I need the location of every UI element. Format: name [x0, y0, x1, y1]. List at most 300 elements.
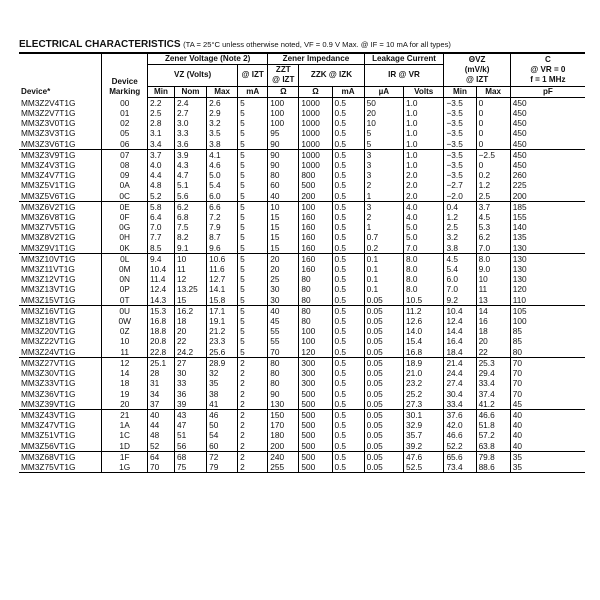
cell-zzk: 80 [299, 316, 332, 326]
cell-ir: 0.05 [364, 368, 403, 378]
cell-ir: 3 [364, 160, 403, 170]
cell-theta-min: 6.0 [444, 274, 476, 284]
cell-ir: 2 [364, 180, 403, 190]
cell-vz-nom: 10 [174, 253, 206, 264]
cell-vz-nom: 7.5 [174, 222, 206, 232]
cell-zzk: 100 [299, 201, 332, 212]
cell-vz-max: 60 [207, 441, 238, 452]
cell-marking: 0G [102, 222, 148, 232]
cell-ir: 1 [364, 191, 403, 202]
cell-theta-max: 16 [476, 316, 510, 326]
cell-zzk: 500 [299, 389, 332, 399]
table-row [19, 347, 585, 358]
cell-theta-max: 63.8 [476, 441, 510, 452]
cell-izt: 5 [238, 326, 268, 336]
cell-vz-min: 2.8 [148, 118, 175, 128]
cell-vz-min: 37 [148, 399, 175, 410]
cell-capacitance: 85 [510, 326, 585, 336]
table-row [19, 160, 585, 170]
cell-vz-min: 5.8 [148, 201, 175, 212]
cell-ir: 0.05 [364, 409, 403, 420]
cell-device: MM3Z2V7T1G [21, 108, 76, 119]
cell-zzt: 10 [268, 201, 299, 212]
table-row [19, 420, 585, 430]
table-row [19, 253, 585, 264]
cell-device: MM3Z7V5T1G [21, 222, 76, 233]
cell-vr: 39.2 [404, 441, 444, 452]
cell-capacitance: 450 [510, 128, 585, 138]
table-row [19, 118, 585, 128]
cell-vr: 12.6 [404, 316, 444, 326]
cell-izk: 0.5 [332, 451, 364, 462]
leakage-current-header: Leakage Current [364, 53, 444, 65]
cell-zzk: 160 [299, 243, 332, 254]
cell-vr: 5.0 [404, 232, 444, 242]
table-row [19, 441, 585, 452]
cell-capacitance: 35 [510, 462, 585, 473]
cell-izk: 0.5 [332, 305, 364, 316]
cell-izt: 5 [238, 284, 268, 294]
cell-theta-max: 41.2 [476, 399, 510, 410]
cell-marking: 0P [102, 284, 148, 294]
cell-izt: 5 [238, 347, 268, 358]
cell-capacitance: 140 [510, 222, 585, 232]
cell-vz-max: 14.1 [207, 284, 238, 294]
cell-izt: 5 [238, 191, 268, 202]
cell-izk: 0.5 [332, 409, 364, 420]
cell-device: MM3Z11VT1G [21, 264, 75, 275]
cell-izt: 2 [238, 462, 268, 473]
cell-theta-min: −3.5 [444, 139, 476, 150]
device-header: Device* [19, 53, 102, 97]
cell-capacitance: 70 [510, 368, 585, 378]
cell-vr: 7.0 [404, 243, 444, 254]
cell-capacitance: 450 [510, 108, 585, 118]
cell-marking: 20 [102, 399, 148, 410]
cell-vz-nom: 3.9 [174, 149, 206, 160]
table-row [19, 128, 585, 138]
izt-header: @ IZT [238, 65, 268, 86]
unit-volts: Volts [404, 86, 444, 97]
cell-capacitance: 70 [510, 357, 585, 368]
cell-capacitance: 450 [510, 160, 585, 170]
cell-device: MM3Z43VT1G [21, 409, 76, 420]
cell-theta-min: 3.8 [444, 243, 476, 254]
cell-vr: 1.0 [404, 97, 444, 108]
cell-izt: 5 [238, 274, 268, 284]
cell-theta-min: 52.2 [444, 441, 476, 452]
cell-izt: 5 [238, 128, 268, 138]
cell-zzt: 15 [268, 243, 299, 254]
cell-vz-nom: 56 [174, 441, 206, 452]
cell-izk: 0.5 [332, 399, 364, 410]
cell-theta-max: 8.0 [476, 253, 510, 264]
cell-ir: 0.05 [364, 357, 403, 368]
cell-vz-min: 4.0 [148, 160, 175, 170]
cell-theta-max: 22 [476, 347, 510, 358]
cell-vz-max: 28.9 [207, 357, 238, 368]
cell-theta-min: −3.5 [444, 108, 476, 118]
cell-marking: 08 [102, 160, 148, 170]
table-row [19, 368, 585, 378]
cell-izk: 0.5 [332, 326, 364, 336]
cell-vz-max: 7.9 [207, 222, 238, 232]
cell-izt: 5 [238, 108, 268, 118]
cell-theta-max: 5.3 [476, 222, 510, 232]
cell-vr: 2.0 [404, 180, 444, 190]
cell-izk: 0.5 [332, 274, 364, 284]
cell-vz-nom: 43 [174, 409, 206, 420]
cell-theta-min: 65.6 [444, 451, 476, 462]
cell-vz-max: 2.6 [207, 97, 238, 108]
cell-vr: 1.0 [404, 149, 444, 160]
cell-vr: 1.0 [404, 139, 444, 150]
cell-theta-max: 20 [476, 336, 510, 346]
cell-vr: 4.0 [404, 201, 444, 212]
cell-zzk: 1000 [299, 108, 332, 118]
cell-theta-min: −3.5 [444, 97, 476, 108]
cell-vz-min: 3.4 [148, 139, 175, 150]
cell-vz-min: 16.8 [148, 316, 175, 326]
cell-theta-min: −3.5 [444, 170, 476, 180]
cell-izk: 0.5 [332, 441, 364, 452]
cell-vz-nom: 15 [174, 295, 206, 306]
cell-vz-nom: 24.2 [174, 347, 206, 358]
table-row [19, 149, 585, 160]
cell-zzt: 15 [268, 212, 299, 222]
marking-header: Device Marking [102, 53, 148, 97]
cell-zzk: 1000 [299, 160, 332, 170]
cell-zzk: 1000 [299, 128, 332, 138]
cell-izt: 2 [238, 378, 268, 388]
cell-device: MM3Z27VT1G [21, 357, 76, 368]
cell-capacitance: 450 [510, 139, 585, 150]
cell-theta-min: 42.0 [444, 420, 476, 430]
theta-header: ΘVZ (mV/k) @ IZT [444, 53, 510, 86]
cell-izk: 0.5 [332, 264, 364, 274]
cell-capacitance: 40 [510, 441, 585, 452]
cell-zzt: 95 [268, 128, 299, 138]
cell-marking: 11 [102, 347, 148, 358]
cell-capacitance: 35 [510, 451, 585, 462]
cell-zzt: 20 [268, 253, 299, 264]
cell-device: MM3Z56VT1G [19, 441, 102, 452]
cell-izk: 0.5 [332, 284, 364, 294]
cell-vz-max: 12.7 [207, 274, 238, 284]
cell-device: MM3Z10VT1G [21, 253, 76, 264]
cell-izt: 5 [238, 232, 268, 242]
cell-vz-nom: 4.7 [174, 170, 206, 180]
cell-izk: 0.5 [332, 149, 364, 160]
table-row [19, 399, 585, 410]
cell-theta-max: 3.7 [476, 201, 510, 212]
cell-izt: 5 [238, 336, 268, 346]
cell-capacitance: 130 [510, 253, 585, 264]
cell-zzk: 500 [299, 462, 332, 473]
cell-vz-max: 9.6 [207, 243, 238, 254]
cell-capacitance: 45 [510, 399, 585, 410]
cell-ir: 0.1 [364, 274, 403, 284]
cell-vz-nom: 36 [174, 389, 206, 399]
table-row [19, 222, 585, 232]
cell-izk: 0.5 [332, 180, 364, 190]
cell-device: MM3Z3V9T1G [21, 149, 76, 160]
cell-theta-max: 37.4 [476, 389, 510, 399]
cell-vz-min: 70 [148, 462, 175, 473]
cell-vz-max: 3.8 [207, 139, 238, 150]
table-row [19, 97, 585, 108]
cell-vz-max: 3.5 [207, 128, 238, 138]
cell-vz-min: 2.2 [148, 97, 175, 108]
cell-vz-min: 31 [148, 378, 175, 388]
cell-theta-min: 18.4 [444, 347, 476, 358]
cell-ir: 0.2 [364, 243, 403, 254]
cell-zzt: 90 [268, 149, 299, 160]
title-main: ELECTRICAL CHARACTERISTICS [19, 39, 181, 50]
cell-vz-min: 64 [148, 451, 175, 462]
cell-vz-max: 2.9 [207, 108, 238, 118]
cell-zzk: 160 [299, 222, 332, 232]
cell-capacitance: 155 [510, 212, 585, 222]
cell-vr: 2.0 [404, 170, 444, 180]
cell-marking: 05 [102, 128, 148, 138]
cell-vz-nom: 9.1 [174, 243, 206, 254]
cell-theta-max: 10 [476, 274, 510, 284]
cell-zzt: 25 [268, 274, 299, 284]
cell-device: MM3Z9V1T1G [19, 243, 102, 254]
ir-vr-header: IR @ VR [364, 65, 444, 86]
cell-theta-max: 1.2 [476, 180, 510, 190]
title-conditions: (TA = 25°C unless otherwise noted, VF = 0.9 V Max. @ IF = 10 mA for all types) [183, 40, 451, 49]
cell-marking: 07 [102, 149, 148, 160]
cell-izt: 5 [238, 295, 268, 306]
cell-theta-min: 10.4 [444, 305, 476, 316]
table-row [19, 389, 585, 399]
cell-device: MM3Z12VT1G [21, 274, 76, 285]
cell-vz-max: 23.3 [207, 336, 238, 346]
cell-ir: 5 [364, 128, 403, 138]
capacitance-header: C @ VR = 0 f = 1 MHz [510, 53, 585, 86]
unit-theta-min: Min [444, 86, 476, 97]
cell-vz-nom: 22 [174, 336, 206, 346]
cell-vz-nom: 33 [174, 378, 206, 388]
cell-vz-min: 3.7 [148, 149, 175, 160]
cell-vz-min: 4.4 [148, 170, 175, 180]
cell-izt: 2 [238, 420, 268, 430]
cell-device: MM3Z22VT1G [21, 336, 76, 347]
cell-device: MM3Z30VT1G [21, 368, 76, 379]
cell-vz-max: 41 [207, 399, 238, 410]
cell-zzt: 40 [268, 191, 299, 202]
device-group [19, 409, 585, 451]
table-row [19, 430, 585, 440]
cell-vz-nom: 6.8 [174, 212, 206, 222]
cell-vz-max: 6.0 [207, 191, 238, 202]
unit-theta-max: Max [476, 86, 510, 97]
cell-zzt: 15 [268, 232, 299, 242]
cell-zzk: 1000 [299, 118, 332, 128]
cell-izk: 0.5 [332, 430, 364, 440]
cell-theta-min: 7.0 [444, 284, 476, 294]
cell-zzt: 70 [268, 347, 299, 358]
zener-impedance-header: Zener Impedance [268, 53, 364, 65]
cell-theta-min: −3.5 [444, 160, 476, 170]
cell-zzt: 55 [268, 326, 299, 336]
cell-marking: 0F [102, 212, 148, 222]
cell-theta-min: 5.4 [444, 264, 476, 274]
cell-device: MM3Z51VT1G [21, 430, 76, 441]
unit-ohm-zzt: Ω [268, 86, 299, 97]
cell-izt: 2 [238, 389, 268, 399]
unit-max: Max [207, 86, 238, 97]
cell-marking: 1A [102, 420, 148, 430]
cell-zzk: 100 [299, 336, 332, 346]
cell-vr: 1.0 [404, 128, 444, 138]
cell-marking: 0W [102, 316, 148, 326]
cell-vr: 8.0 [404, 284, 444, 294]
cell-izk: 0.5 [332, 368, 364, 378]
cell-theta-max: 46.6 [476, 409, 510, 420]
cell-ir: 0.05 [364, 430, 403, 440]
cell-vz-min: 28 [148, 368, 175, 378]
cell-vz-max: 7.2 [207, 212, 238, 222]
cell-theta-max: 57.2 [476, 430, 510, 440]
cell-ir: 0.05 [364, 451, 403, 462]
cell-vr: 47.6 [404, 451, 444, 462]
cell-vz-min: 2.5 [148, 108, 175, 118]
cell-theta-min: 12.4 [444, 316, 476, 326]
cell-vz-min: 4.8 [148, 180, 175, 190]
cell-device: MM3Z2V4T1G [21, 97, 76, 108]
cell-vz-max: 25.6 [207, 347, 238, 358]
cell-izk: 0.5 [332, 108, 364, 118]
cell-theta-max: 6.2 [476, 232, 510, 242]
cell-marking: 0M [102, 264, 148, 274]
cell-ir: 0.05 [364, 441, 403, 452]
cell-zzk: 800 [299, 170, 332, 180]
cell-zzk: 500 [299, 180, 332, 190]
cell-vz-max: 79 [207, 462, 238, 473]
cell-capacitance: 130 [510, 274, 585, 284]
cell-vz-min: 6.4 [148, 212, 175, 222]
cell-zzt: 100 [268, 108, 299, 118]
cell-vr: 27.3 [404, 399, 444, 410]
cell-zzt: 255 [268, 462, 299, 473]
cell-theta-max: 0.2 [476, 170, 510, 180]
cell-capacitance: 130 [510, 264, 585, 274]
cell-theta-min: 2.5 [444, 222, 476, 232]
cell-marking: 18 [102, 378, 148, 388]
cell-theta-max: 0 [476, 118, 510, 128]
cell-device: MM3Z4V7T1G [21, 170, 76, 181]
cell-capacitance: 185 [510, 201, 585, 212]
cell-vr: 11.2 [404, 305, 444, 316]
cell-vz-nom: 27 [174, 357, 206, 368]
cell-izk: 0.5 [332, 347, 364, 358]
cell-device: MM3Z33VT1G [21, 378, 76, 389]
cell-vz-max: 4.6 [207, 160, 238, 170]
cell-zzt: 55 [268, 336, 299, 346]
cell-capacitance: 260 [510, 170, 585, 180]
cell-vr: 30.1 [404, 409, 444, 420]
table-row [19, 201, 585, 212]
cell-vz-max: 19.1 [207, 316, 238, 326]
cell-theta-min: 46.6 [444, 430, 476, 440]
cell-marking: 1F [102, 451, 148, 462]
table-row [19, 191, 585, 202]
cell-theta-min: 21.4 [444, 357, 476, 368]
cell-ir: 5 [364, 139, 403, 150]
cell-zzk: 500 [299, 409, 332, 420]
zzt-header: ZZT @ IZT [268, 65, 299, 86]
cell-vz-min: 44 [148, 420, 175, 430]
cell-theta-max: 33.4 [476, 378, 510, 388]
cell-vz-nom: 16.2 [174, 305, 206, 316]
cell-marking: 1G [102, 462, 148, 473]
table-row [19, 232, 585, 242]
cell-zzt: 150 [268, 409, 299, 420]
cell-theta-max: 0 [476, 160, 510, 170]
cell-izk: 0.5 [332, 336, 364, 346]
cell-device: MM3Z39VT1G [19, 399, 102, 410]
cell-vz-max: 4.1 [207, 149, 238, 160]
cell-capacitance: 130 [510, 243, 585, 254]
table-row [19, 274, 585, 284]
cell-izt: 5 [238, 201, 268, 212]
cell-theta-min: 33.4 [444, 399, 476, 410]
cell-zzt: 45 [268, 316, 299, 326]
cell-vz-nom: 5.6 [174, 191, 206, 202]
cell-theta-max: 51.8 [476, 420, 510, 430]
cell-vz-nom: 68 [174, 451, 206, 462]
cell-vr: 15.4 [404, 336, 444, 346]
cell-device: MM3Z68VT1G [21, 451, 76, 462]
cell-device: MM3Z36VT1G [21, 388, 76, 399]
cell-theta-min: −2.7 [444, 180, 476, 190]
unit-pf: pF [510, 86, 585, 97]
cell-zzt: 80 [268, 378, 299, 388]
cell-izk: 0.5 [332, 118, 364, 128]
cell-ir: 0.05 [364, 316, 403, 326]
cell-theta-min: 24.4 [444, 368, 476, 378]
cell-marking: 10 [102, 336, 148, 346]
cell-zzk: 80 [299, 295, 332, 306]
cell-izt: 5 [238, 264, 268, 274]
cell-marking: 0A [102, 180, 148, 190]
cell-izt: 2 [238, 451, 268, 462]
cell-izt: 5 [238, 316, 268, 326]
cell-zzt: 15 [268, 222, 299, 232]
cell-ir: 10 [364, 118, 403, 128]
cell-ir: 0.05 [364, 295, 403, 306]
cell-zzk: 300 [299, 357, 332, 368]
cell-marking: 0N [102, 274, 148, 284]
cell-ir: 1 [364, 222, 403, 232]
cell-zzk: 80 [299, 305, 332, 316]
cell-zzt: 90 [268, 160, 299, 170]
cell-marking: 09 [102, 170, 148, 180]
table-row [19, 212, 585, 222]
cell-izt: 5 [238, 139, 268, 150]
cell-device: MM3Z6V8T1G [21, 212, 76, 223]
cell-theta-max: 13 [476, 295, 510, 306]
cell-marking: 0K [102, 243, 148, 254]
cell-capacitance: 105 [510, 305, 585, 316]
cell-vz-nom: 2.4 [174, 97, 206, 108]
cell-device: MM3Z47VT1G [21, 420, 76, 431]
cell-marking: 0H [102, 232, 148, 242]
cell-capacitance: 135 [510, 232, 585, 242]
